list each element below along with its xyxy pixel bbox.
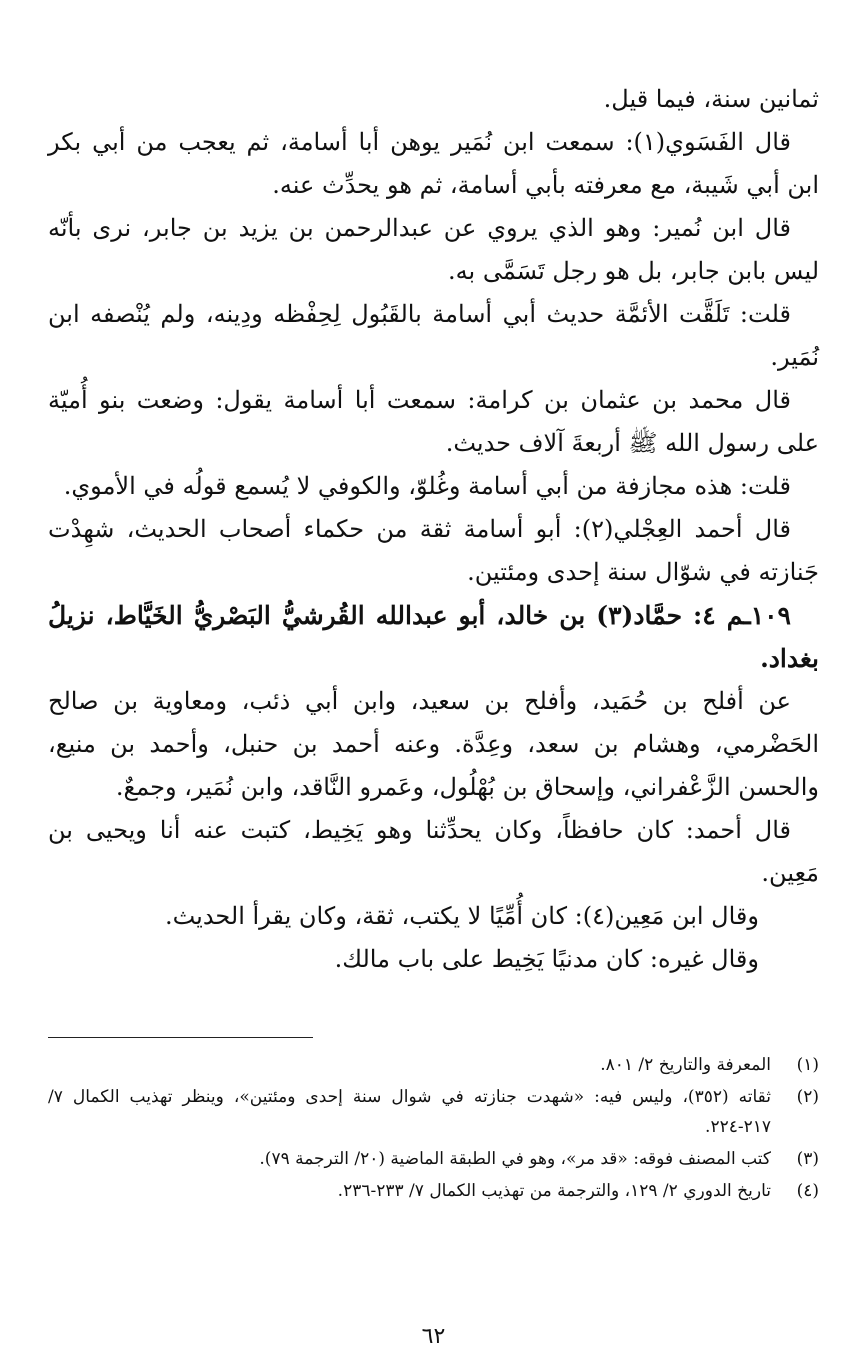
paragraph-8: عن أفلح بن حُمَيد، وأفلح بن سعيد، وابن أبي ذئب، ومعاوية بن صالح الحَضْرمي، وهشام بن سعد، وعِدَّة. وعنه أحمد بن حنبل، وأحمد بن منيع، والحسن الزَّعْفراني، وإسحاق بن بُهْلُول، وعَمرو النَّاقد، وابن نُمَير، وجمعٌ. xyxy=(48,687,819,801)
paragraph-3: قال ابن نُمير: وهو الذي يروي عن عبدالرحمن بن يزيد بن جابر، نرى بأنّه ليس بابن جابر، بل هو رجل تَسَمَّى به. xyxy=(48,214,819,285)
footnote-text: تاريخ الدوري ٢/ ١٢٩، والترجمة من تهذيب الكمال ٧/ ٢٣٣-٢٣٦. xyxy=(337,1181,771,1201)
footnote-text: كتب المصنف فوقه: «قد مر»، وهو في الطبقة الماضية (٢٠/ الترجمة ٧٩). xyxy=(259,1149,771,1169)
footnote-separator xyxy=(48,1037,313,1038)
paragraph-11: وقال غيره: كان مدنيًا يَخِيط على باب مالك. xyxy=(334,945,759,973)
paragraph-5: قال محمد بن عثمان بن كرامة: سمعت أبا أسامة يقول: وضعت بنو أُميّة على رسول الله ﷺ أربعةَ آلاف حديث. xyxy=(48,386,819,457)
paragraph-9: قال أحمد: كان حافظاً، وكان يحدِّثنا وهو يَخِيط، كتبت عنه أنا ويحيى بن مَعِين. xyxy=(48,816,819,887)
paragraph-6: قلت: هذه مجازفة من أبي أسامة وغُلوّ، والكوفي لا يُسمع قولُه في الأموي. xyxy=(63,472,791,500)
footnote-number: (١) xyxy=(796,1055,819,1075)
main-text xyxy=(48,78,819,981)
footnote-text: المعرفة والتاريخ ٢/ ٨٠١. xyxy=(600,1055,771,1075)
paragraph-4: قلت: تَلَقَّت الأئمَّة حديث أبي أسامة بالقَبُول لِحِفْظه ودِينه، ولم يُنْصفه ابن نُمَير. xyxy=(48,300,819,371)
footnote-number: (٢) xyxy=(796,1087,819,1107)
paragraph-1: ثمانين سنة، فيما قيل. xyxy=(603,85,819,113)
footnote-text: ثقاته (٣٥٢)، وليس فيه: «شهدت جنازته في شوال سنة إحدى ومئتين»، وينظر تهذيب الكمال ٧/ ٢١٧-٢٢٤. xyxy=(48,1087,771,1137)
footnote-item xyxy=(48,1144,819,1174)
footnote-number: (٣) xyxy=(796,1149,819,1169)
footnotes xyxy=(48,1050,819,1206)
entry-heading: ١٠٩ـم ٤: حمَّاد(٣) بن خالد، أبو عبدالله القُرشيُّ البَصْريُّ الخَيَّاط، نزيلُ بغداد. xyxy=(48,601,819,673)
footnote-item xyxy=(48,1176,819,1206)
page-number: ٦٢ xyxy=(421,1324,446,1349)
footnote-item xyxy=(48,1050,819,1080)
footnote-number: (٤) xyxy=(796,1181,819,1201)
footnote-item xyxy=(48,1082,819,1142)
paragraph-10: وقال ابن مَعِين(٤): كان أُمِّيًا لا يكتب، ثقة، وكان يقرأ الحديث. xyxy=(164,902,759,930)
paragraph-2: قال الفَسَوي(١): سمعت ابن نُمَير يوهن أبا أسامة، ثم يعجب من أبي بكر ابن أبي شَيبة، مع معرفته بأبي أسامة، ثم هو يحدِّث عنه. xyxy=(48,128,819,199)
paragraph-7: قال أحمد العِجْلي(٢): أبو أسامة ثقة من حكماء أصحاب الحديث، شهِدْت جَنازته في شوّال سنة إحدى ومئتين. xyxy=(48,515,819,586)
